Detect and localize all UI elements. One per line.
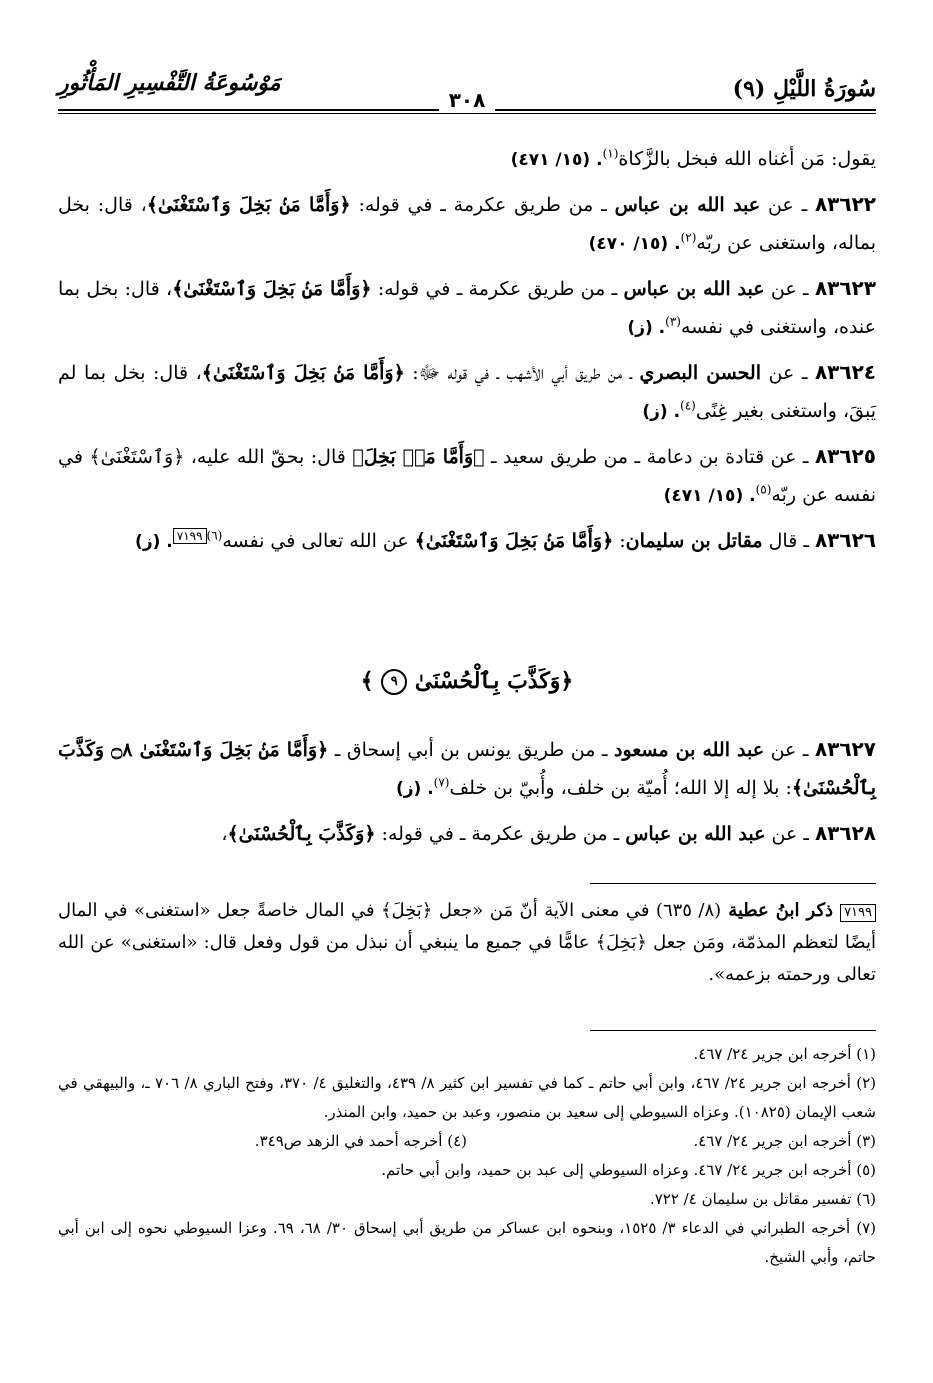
footnote-separator <box>590 1030 876 1031</box>
quran-quote: ﴿وَأَمَّا مَنۢ بَخِلَ﴾ <box>352 446 485 468</box>
entry-chain: ـ من طريق يونس بن أبي إسحاق ـ <box>328 739 614 761</box>
footnote: (١) أخرجه ابن جرير ٢٤/ ٤٦٧. <box>693 1045 876 1063</box>
surah-title: سُورَةُ اللَّيْلِ (٩) <box>732 76 876 102</box>
entry-number: ٨٣٦٢٨ <box>814 821 876 845</box>
entry-number: ٨٣٦٢٣ <box>814 276 876 300</box>
entry-text: عن الله تعالى في نفسه <box>222 530 415 552</box>
volume-reference: . (ز) <box>135 532 173 552</box>
narrator-name: عبد الله بن عباس <box>614 194 761 216</box>
footnotes <box>58 1040 876 1272</box>
commentary-separator <box>590 883 876 884</box>
commentary-text: (٨/ ٦٣٥) في معنى الآية أنّ مَن «جعل ﴿بَخِلَ﴾ في المال خاصةً جعل «استغنى» في المال أيضًا لتعظم المذمّة، ومَن جعل ﴿بَخِلَ﴾ عامًّا في جميع ما ينبغي أن نبذل من قول وفعل قال: «استغنى» عن الله تعالى ورحمته بزعمه». <box>58 900 876 985</box>
volume-reference: . (١٥/ ٤٧١) <box>663 486 756 506</box>
ayah-text: ﴿وَكَذَّبَ بِٱلْحُسْنَىٰ <box>414 668 574 694</box>
entry-pre: ـ عن قتادة بن دعامة ـ من طريق سعيد ـ <box>484 446 815 468</box>
footnote: (٥) أخرجه ابن جرير ٢٤/ ٤٦٧. وعزاه السيوطي إلى عبد بن حميد، وابن أبي حاتم. <box>381 1161 876 1179</box>
volume-reference: . (١٥/ ٤٧٠) <box>588 234 681 254</box>
footnote-marker: (٤) <box>680 398 696 413</box>
footnote: (٣) أخرجه ابن جرير ٢٤/ ٤٦٧. <box>693 1132 876 1150</box>
footnote-marker: (١) <box>602 146 619 161</box>
page-header <box>58 62 876 122</box>
entry <box>58 185 876 263</box>
footnote-marker: (٦) <box>206 528 223 543</box>
volume-reference: . (١٥/ ٤٧١) <box>510 150 603 170</box>
ayah-close-bracket: ﴾ <box>360 668 374 694</box>
entry-number: ٨٣٦٢٧ <box>814 737 876 761</box>
entry <box>58 814 876 853</box>
ayah-heading <box>58 668 876 695</box>
entry-pre: ـ عن <box>764 739 815 761</box>
commentary-ref-box[interactable]: ٧١٩٩ <box>173 528 207 544</box>
quran-quote: ﴿وَأَمَّا مَنۢ بَخِلَ وَٱسْتَغْنَىٰ﴾ <box>172 278 372 300</box>
footnote: (٦) تفسير مقاتل بن سليمان ٤/ ٧٢٢. <box>649 1190 876 1208</box>
footnote-marker: (٢) <box>680 230 697 245</box>
entry-pre: ـ عن <box>760 194 815 216</box>
page-number-text: ٣٠٨ <box>439 88 496 112</box>
footnote: (٧) أخرجه الطبراني في الدعاء ٣/ ١٥٢٥، وبنحوه ابن عساكر من طريق أبي إسحاق ٣٠/ ٦٨، ٦٩. وعزا السيوطي نحوه إلى ابن أبي حاتم، وأبي الشيخ. <box>58 1219 877 1266</box>
quran-quote: ﴿وَأَمَّا مَنۢ بَخِلَ وَٱسْتَغْنَىٰ ۝٨ وَكَذَّبَ بِٱلْحُسْنَىٰ﴾ <box>58 739 876 799</box>
entry-text: ، <box>221 823 228 845</box>
footnote-row <box>58 1127 876 1156</box>
entry-text: : بلا إله إلا الله؛ أُميّة بن خلف، وأُبيّ بن خلف <box>449 777 792 799</box>
quran-quote: ﴿وَأَمَّا مَنۢ بَخِلَ وَٱسْتَغْنَىٰ﴾ <box>146 194 351 216</box>
quran-quote: ﴿وَأَمَّا مَنۢ بَخِلَ وَٱسْتَغْنَىٰ﴾ <box>414 530 614 552</box>
entry-number: ٨٣٦٢٢ <box>814 192 877 216</box>
footnote-marker: (٣) <box>665 314 681 329</box>
footnote: (٢) أخرجه ابن جرير ٢٤/ ٤٦٧، وابن أبي حاتم ـ كما في تفسير ابن كثير ٨/ ٤٣٩، والتغليق ٤/ ٣٧٠، وفتح الباري ٨/ ٧٠٦ ـ، والبيهقي في شعب الإيمان (١٠٨٢٥). وعزاه السيوطي إلى سعيد بن منصور، وعبد بن حميد، وابن المنذر. <box>58 1074 877 1121</box>
footnote-marker: (٥) <box>755 482 772 497</box>
entry-text: ، قال: بخل بما لم يَبقَ، واستغنى بغير غِنًى <box>58 362 876 422</box>
entry-chain: ـ من طريق عكرمة ـ في قوله: <box>375 823 626 845</box>
narrator-name: مقاتل بن سليمان <box>625 530 763 552</box>
entry-text: ، قال: بخل بما عنده، واستغنى في نفسه <box>58 278 876 338</box>
main-text-2 <box>58 730 876 859</box>
volume-reference: . (ز) <box>627 318 666 338</box>
entry <box>58 353 876 431</box>
entry <box>58 269 876 347</box>
entry-chain: : <box>613 530 626 552</box>
ayah-number-circle: ٩ <box>381 669 407 695</box>
entry-chain: ـ من طريق عكرمة ـ في قوله: <box>371 278 624 300</box>
main-text <box>58 140 876 567</box>
footnote-marker: (٧) <box>433 775 450 790</box>
entry-pre: ـ عن <box>765 823 815 845</box>
commentary-note <box>58 895 876 991</box>
entry-text: ، قال: بخل بماله، واستغنى عن ربّه <box>58 194 876 254</box>
narrator-name: عبد الله بن عباس <box>625 823 766 845</box>
entry-chain: ـ من طريق أبي الأشهب ـ في قوله ﷻ: <box>404 362 640 384</box>
book-title: مَوْسُوعَةُ التَّفْسِيرِ المَأْثُورِ <box>58 70 281 96</box>
quran-quote: ﴿وَكَذَّبَ بِٱلْحُسْنَىٰ﴾ <box>227 823 376 845</box>
entry <box>58 730 876 808</box>
volume-reference: . (ز) <box>395 779 434 799</box>
entry <box>58 521 876 561</box>
narrator-name: الحسن البصري <box>639 362 761 384</box>
commentary-author: ذكر ابنُ عطية <box>721 900 841 921</box>
entry-number: ٨٣٦٢٦ <box>814 528 876 552</box>
entry-chain: ـ من طريق عكرمة ـ في قوله: <box>350 194 615 216</box>
entry-number: ٨٣٦٢٤ <box>814 360 876 384</box>
entry-pre: ـ عن <box>760 362 815 384</box>
entry-pre: ـ عن <box>764 278 815 300</box>
entry-pre: ـ قال <box>762 530 815 552</box>
commentary-number-box: ٧١٩٩ <box>840 904 876 922</box>
intro-text: يقول: مَن أغناه الله فبخل بالزَّكاة <box>618 148 876 170</box>
entry-text: قال: بحقّ الله عليه، ﴿وَٱسْتَغْنَىٰ﴾ في نفسه عن ربّه <box>58 446 876 506</box>
narrator-name: عبد الله بن عباس <box>623 278 765 300</box>
header-rule-thin <box>58 113 876 114</box>
narrator-name: عبد الله بن مسعود <box>613 739 765 761</box>
footnote: (٤) أخرجه أحمد في الزهد ص٣٤٩. <box>254 1132 467 1150</box>
entry <box>58 437 876 515</box>
entry-number: ٨٣٦٢٥ <box>814 444 876 468</box>
volume-reference: . (ز) <box>642 402 681 422</box>
quran-quote: ﴿وَأَمَّا مَنۢ بَخِلَ وَٱسْتَغْنَىٰ﴾ <box>201 362 405 384</box>
intro-line <box>58 140 876 179</box>
